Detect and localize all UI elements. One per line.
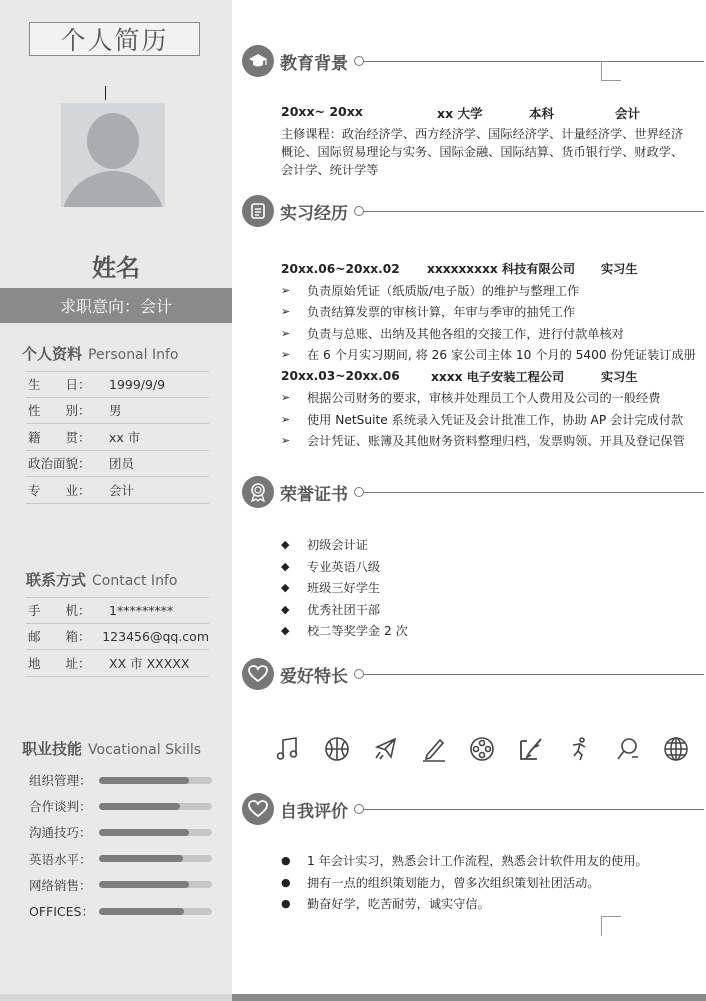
job-role: 实习生 [601,262,638,277]
dot-bullet-icon: ● [281,854,291,868]
section-rule [364,809,704,810]
skill-bar-fill [99,829,189,836]
skill-row [29,819,212,845]
honor-text: 专业英语八级 [307,559,381,574]
info-key: 生 日： [28,377,91,393]
job-company: xxxxxxxxx 科技有限公司 [427,262,576,277]
job-header [281,366,696,388]
arrow-bullet-icon: ➢ [281,412,291,426]
info-value: 1********* [109,602,174,618]
skills-heading [22,738,201,759]
honors-list [281,534,408,642]
info-key: 性 别： [28,403,91,419]
job-period: 20xx.03~20xx.06 [281,369,400,384]
diamond-bullet-icon: ◆ [281,538,290,552]
honor-text: 初级会计证 [307,538,368,553]
education-major: 会计 [615,106,641,121]
arrow-bullet-icon: ➢ [281,348,291,362]
skills-heading-en: Vocational Skills [88,742,202,758]
music-icon [272,733,304,765]
badminton-icon [612,733,644,765]
personal-info-row [26,477,209,504]
info-value: 1999/9/9 [109,376,166,392]
corner-mark [601,61,621,81]
personal-info-heading-en: Personal Info [88,347,179,363]
contact-info-heading [26,569,177,590]
skill-bar-fill [99,803,180,810]
avatar-body [61,171,165,207]
honor-text: 优秀社团干部 [307,602,381,617]
honor-text: 校二等奖学金 2 次 [307,624,408,639]
education-section-header [242,44,706,78]
arrow-bullet-icon: ➢ [281,283,291,297]
honor-item [281,620,408,642]
duty-item [281,280,696,302]
heart-icon [242,658,274,690]
arrow-bullet-icon: ➢ [281,391,291,405]
info-value: 男 [109,403,122,419]
writing-icon [515,733,547,765]
self-eval-text: 勤奋好学，吃苦耐劳，诚实守信。 [307,897,490,912]
skill-label: 网络销售： [29,877,92,893]
basketball-icon [321,733,353,765]
hobbies-section-header [242,657,706,691]
personal-info-row [26,424,209,451]
info-value: xx 市 [109,429,141,445]
info-value: XX 市 XXXXX [109,655,190,671]
hobbies-title: 爱好特长 [280,666,348,687]
honor-item [281,599,408,621]
info-key: 手 机： [28,603,91,619]
corner-mark [601,916,621,936]
duty-text: 使用 NetSuite 系统录入凭证及会计批准工作，协助 AP 会计完成付款 [307,412,684,427]
duty-text: 负责原始凭证（纸质版/电子版）的维护与整理工作 [307,283,580,298]
info-key: 地 址： [28,655,91,671]
duty-text: 会计凭证、账簿及其他财务资料整理归档，发票购领、开具及登记保管 [307,434,685,449]
skill-row [29,793,212,819]
skills-heading-zh: 职业技能 [22,740,83,758]
contact-info-heading-zh: 联系方式 [26,571,87,589]
education-school: xx 大学 [437,106,483,121]
info-key: 邮 箱： [28,629,91,645]
job-company: xxxx 电子安装工程公司 [431,369,565,384]
text-cursor [105,86,106,100]
section-rule [364,211,704,212]
skill-row [29,767,212,793]
skill-bar-fill [99,881,189,888]
dot-bullet-icon: ● [281,875,291,889]
job-intent: 求职意向：会计 [0,288,232,323]
honor-item [281,556,408,578]
skill-label: OFFICES： [29,904,94,919]
self-eval-text: 拥有一点的组织策划能力，曾多次组织策划社团活动。 [307,875,600,890]
courses-line: 主修课程：政治经济学、西方经济学、国际经济学、计量经济学、世界经济 [281,127,684,141]
footer-bar [232,994,706,1001]
heart-icon [242,793,274,825]
skill-label: 合作谈判： [29,799,92,815]
personal-info-row [26,371,209,398]
honor-item [281,534,408,556]
contact-info-row [26,597,209,624]
footer-bar-left [0,994,232,1001]
sidebar [0,0,232,1001]
duty-text: 根据公司财务的要求，审核并处理员工个人费用及公司的一般经费 [307,391,661,406]
dot-bullet-icon: ● [281,897,291,911]
skill-row [29,872,212,898]
avatar-head [87,113,139,169]
duty-item [281,430,696,452]
avatar[interactable] [61,103,165,207]
courses-line: 会计学、统计学等 [281,163,379,177]
education-summary [281,104,640,122]
diamond-bullet-icon: ◆ [281,559,290,573]
honors-title: 荣誉证书 [280,484,348,505]
airplane-icon [369,733,401,765]
arrow-bullet-icon: ➢ [281,434,291,448]
skill-bar-fill [99,855,183,862]
self-eval-item [281,872,648,894]
contact-info-heading-en: Contact Info [92,573,178,589]
job-role: 实习生 [601,369,638,384]
internship-title: 实习经历 [280,203,348,224]
duty-text: 在 6 个月实习期间, 将 26 家公司主体 10 个月的 5400 份凭证装订成册 [307,348,696,363]
personal-info-heading-zh: 个人资料 [22,345,83,363]
internship-list [281,258,696,452]
duty-text: 负责结算发票的审核计算，年审与季审的抽凭工作 [307,305,576,320]
personal-info-table [26,371,209,504]
arrow-bullet-icon: ➢ [281,326,291,340]
candidate-name: 姓名 [92,254,140,282]
diamond-bullet-icon: ◆ [281,602,290,616]
section-dot [354,56,364,66]
self-eval-text: 1 年会计实习，熟悉会计工作流程，熟悉会计软件用友的使用。 [307,854,648,869]
duty-item [281,323,696,345]
graduation-cap-icon [242,45,274,77]
personal-info-row [26,451,209,478]
skill-label: 沟通技巧： [29,825,92,841]
info-key: 专 业： [28,482,91,498]
personal-info-heading [22,343,178,364]
section-dot [354,487,364,497]
internship-section-header [242,194,706,228]
skill-bar [99,881,212,888]
film-reel-icon [466,733,498,765]
education-degree: 本科 [529,106,555,121]
honors-section-header [242,475,706,509]
job-header [281,258,696,280]
skill-bar [99,908,212,915]
self-eval-item [281,893,648,915]
section-rule [364,674,704,675]
arrow-bullet-icon: ➢ [281,305,291,319]
skill-bar-fill [99,777,189,784]
skill-label: 组织管理： [29,773,92,788]
section-dot [354,669,364,679]
education-title: 教育背景 [280,53,348,74]
diamond-bullet-icon: ◆ [281,624,290,638]
info-value: 会计 [109,482,135,498]
skill-label: 英语水平： [29,851,92,867]
courses-line: 概论、国际贸易理论与实务、国际金融、国际结算、货币银行学、财政学、 [281,145,684,159]
duty-text: 负责与总账、出纳及其他各组的交接工作，进行付款单核对 [307,326,624,341]
honor-text: 班级三好学生 [307,581,381,596]
contact-info-row [26,650,209,677]
section-dot [354,804,364,814]
info-key: 籍 贯： [28,429,91,445]
skill-bar [99,777,212,784]
education-courses [281,125,683,179]
job-period: 20xx.06~20xx.02 [281,261,400,276]
self-eval-list [281,850,648,915]
info-key: 政治面貌： [28,456,91,472]
medal-icon [242,476,274,508]
personal-info-row [26,398,209,425]
section-dot [354,206,364,216]
diamond-bullet-icon: ◆ [281,581,290,595]
duty-item [281,344,696,366]
section-rule [364,492,704,493]
document-icon [242,195,274,227]
globe-icon [660,733,692,765]
self-eval-item [281,850,648,872]
skill-bar [99,829,212,836]
skill-bar [99,855,212,862]
duty-item [281,409,696,431]
contact-info-table [26,597,209,677]
info-value: 123456@qq.com [102,628,209,644]
resume-title: 个人简历 [29,22,200,56]
education-period: 20xx~ 20xx [281,104,363,119]
skill-bar-fill [99,908,184,915]
skill-row [29,846,212,872]
duty-item [281,301,696,323]
contact-info-row [26,624,209,651]
self-eval-title: 自我评价 [280,801,348,822]
duty-item [281,387,696,409]
info-value: 团员 [109,456,135,472]
dance-icon [563,733,595,765]
honor-item [281,577,408,599]
section-rule [364,61,704,62]
skill-bar [99,803,212,810]
skill-row [29,898,212,924]
pen-icon [418,733,450,765]
hobby-icons [272,733,692,765]
self-eval-section-header [242,792,706,826]
